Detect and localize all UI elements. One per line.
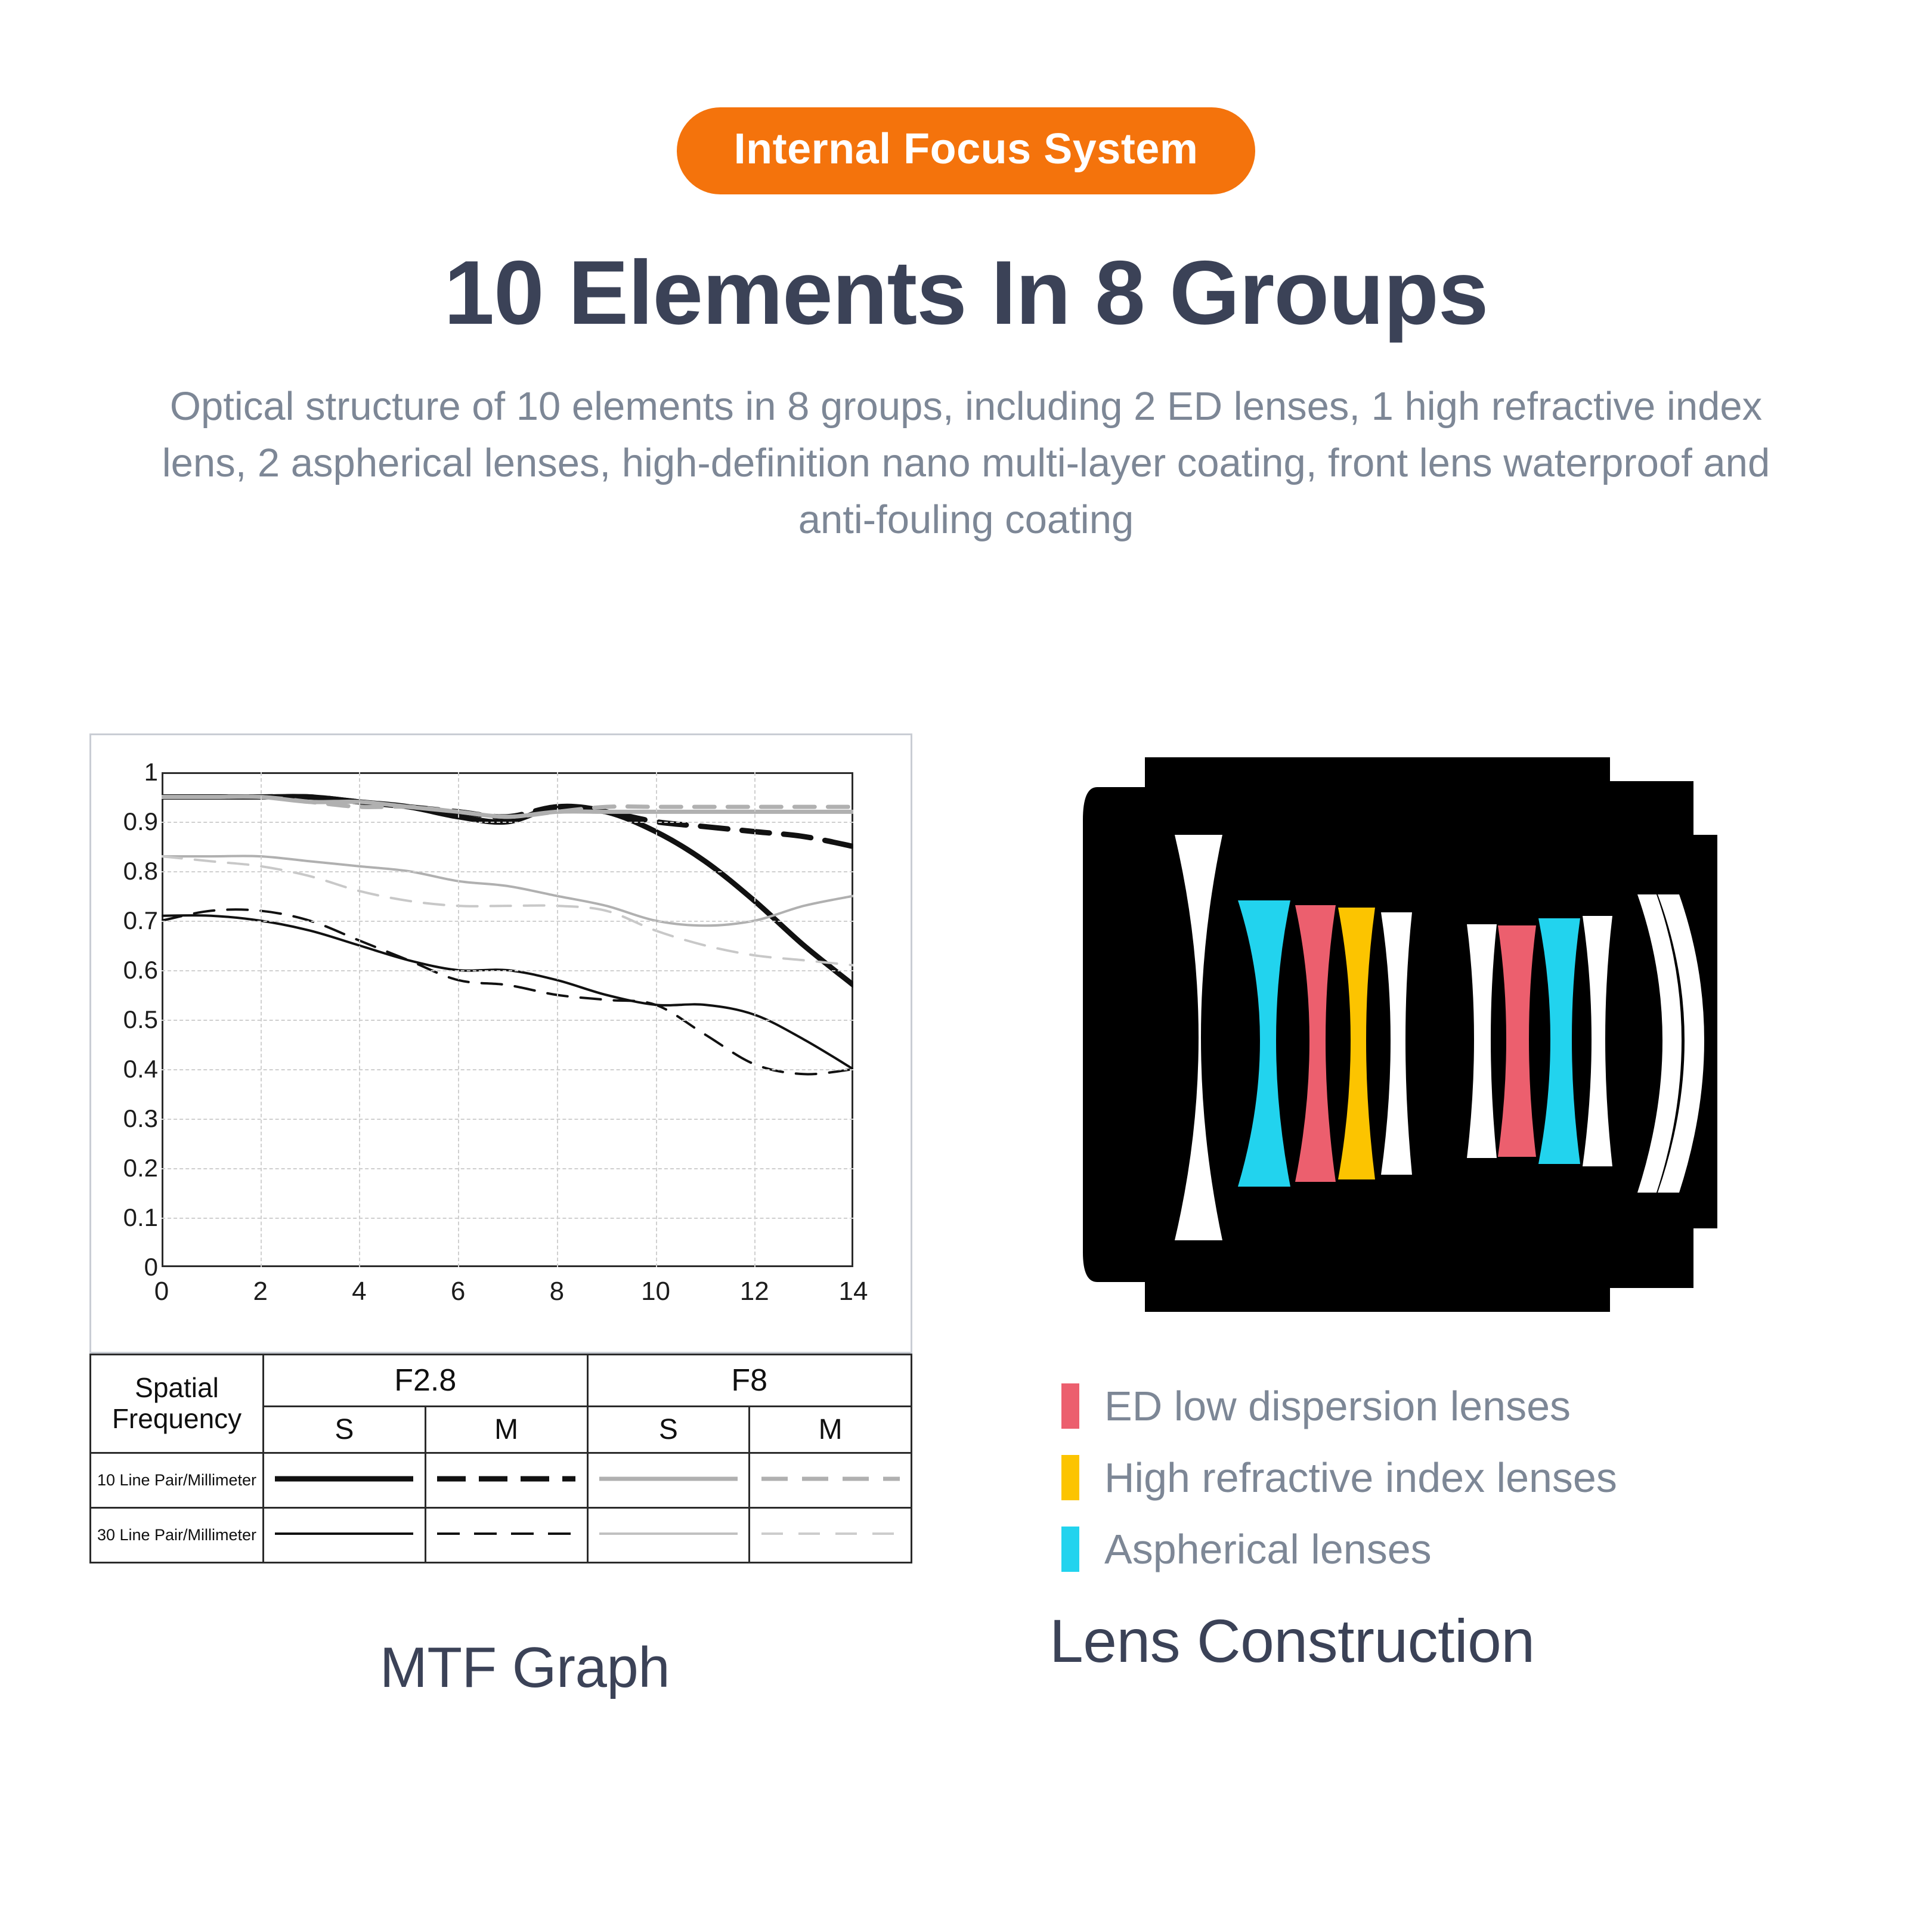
badge-internal-focus-system: Internal Focus System xyxy=(677,107,1256,194)
y-tick-label: 0.6 xyxy=(123,956,158,984)
legend-label-aspherical: Aspherical lenses xyxy=(1104,1526,1432,1572)
lens-cross-section-icon xyxy=(1026,716,1789,1360)
y-tick-label: 0 xyxy=(144,1253,158,1281)
mtf-plot-area xyxy=(123,758,868,1306)
table-row xyxy=(91,1453,912,1508)
legend-label-ed: ED low dispersion lenses xyxy=(1104,1383,1571,1429)
mtf-chart xyxy=(89,733,912,1354)
swatch-f8-s-30 xyxy=(587,1508,750,1563)
grid-line-horizontal xyxy=(162,1119,853,1120)
grid-line-horizontal xyxy=(162,1069,853,1070)
row-label-10lpmm: 10 Line Pair/Millimeter xyxy=(91,1453,264,1508)
swatch-f28-m-30 xyxy=(425,1508,587,1563)
y-tick-label: 0.4 xyxy=(123,1055,158,1083)
x-tick-label: 8 xyxy=(549,1277,565,1306)
grid-line-horizontal xyxy=(162,1168,853,1169)
list-item xyxy=(1061,1455,1872,1500)
swatch-f8-m-30 xyxy=(750,1508,912,1563)
swatch-f28-m-10 xyxy=(425,1453,587,1508)
swatch-f28-s-30 xyxy=(264,1508,426,1563)
x-tick-label: 14 xyxy=(838,1277,868,1306)
content-columns xyxy=(0,733,1932,1932)
lens-column xyxy=(1049,733,1872,1676)
page-subtitle: Optical structure of 10 elements in 8 groups, including 2 ED lenses, 1 high refractive index lens, 2 aspherical lenses, high-definition nano multi-layer coating, front lens waterproof and anti-fouling coating xyxy=(162,383,1770,542)
x-tick-label: 4 xyxy=(352,1277,367,1306)
aperture-f8-header: F8 xyxy=(587,1355,912,1407)
table-row xyxy=(91,1508,912,1563)
legend-chip-ed xyxy=(1061,1383,1079,1429)
y-tick-label: 0.9 xyxy=(123,807,158,835)
y-tick-label: 0.1 xyxy=(123,1203,158,1231)
list-item xyxy=(1061,1527,1872,1572)
subheader-f28-s: S xyxy=(264,1407,426,1453)
mtf-caption: MTF Graph xyxy=(379,1636,670,1699)
y-tick-label: 0.7 xyxy=(123,906,158,934)
swatch-f8-m-10 xyxy=(750,1453,912,1508)
mtf-series-line xyxy=(162,915,853,1069)
table-row xyxy=(91,1355,912,1407)
list-item xyxy=(1061,1383,1872,1429)
mtf-column xyxy=(89,733,960,1701)
y-tick-label: 0.3 xyxy=(123,1104,158,1132)
grid-line-horizontal xyxy=(162,1020,853,1021)
grid-line-horizontal xyxy=(162,1218,853,1219)
spatial-frequency-line2: Frequency xyxy=(112,1403,242,1434)
grid-line-horizontal xyxy=(162,921,853,922)
aperture-f28-header: F2.8 xyxy=(264,1355,588,1407)
badge-row xyxy=(0,0,1932,194)
y-tick-label: 0.5 xyxy=(123,1005,158,1033)
lens-legend xyxy=(1061,1383,1872,1572)
mtf-series-line xyxy=(162,797,853,985)
page-title: 10 Elements In 8 Groups xyxy=(444,242,1488,343)
spatial-frequency-line1: Spatial xyxy=(135,1372,219,1404)
x-tick-label: 6 xyxy=(450,1277,466,1306)
y-tick-label: 0.2 xyxy=(123,1154,158,1182)
grid-line-horizontal xyxy=(162,822,853,823)
swatch-f8-s-10 xyxy=(587,1453,750,1508)
grid-line-horizontal xyxy=(162,970,853,971)
swatch-f28-s-10 xyxy=(264,1453,426,1508)
x-tick-label: 2 xyxy=(253,1277,268,1306)
row-label-30lpmm: 30 Line Pair/Millimeter xyxy=(91,1508,264,1563)
spatial-frequency-header xyxy=(91,1355,264,1453)
lens-caption: Lens Construction xyxy=(1049,1607,1535,1675)
subheader-f8-m: M xyxy=(750,1407,912,1453)
x-tick-label: 0 xyxy=(154,1277,169,1306)
grid-line-horizontal xyxy=(162,871,853,872)
subheader-f8-s: S xyxy=(587,1407,750,1453)
x-tick-label: 10 xyxy=(641,1277,671,1306)
legend-chip-aspherical xyxy=(1061,1527,1079,1572)
subheader-f28-m: M xyxy=(425,1407,587,1453)
legend-chip-high-refractive xyxy=(1061,1455,1079,1500)
lens-diagram xyxy=(1049,733,1872,1366)
y-tick-label: 1 xyxy=(144,758,158,786)
y-tick-label: 0.8 xyxy=(123,857,158,885)
x-tick-label: 12 xyxy=(739,1277,769,1306)
legend-label-high-refractive: High refractive index lenses xyxy=(1104,1454,1617,1501)
mtf-series-line xyxy=(162,909,853,1074)
mtf-legend-table xyxy=(89,1354,912,1563)
